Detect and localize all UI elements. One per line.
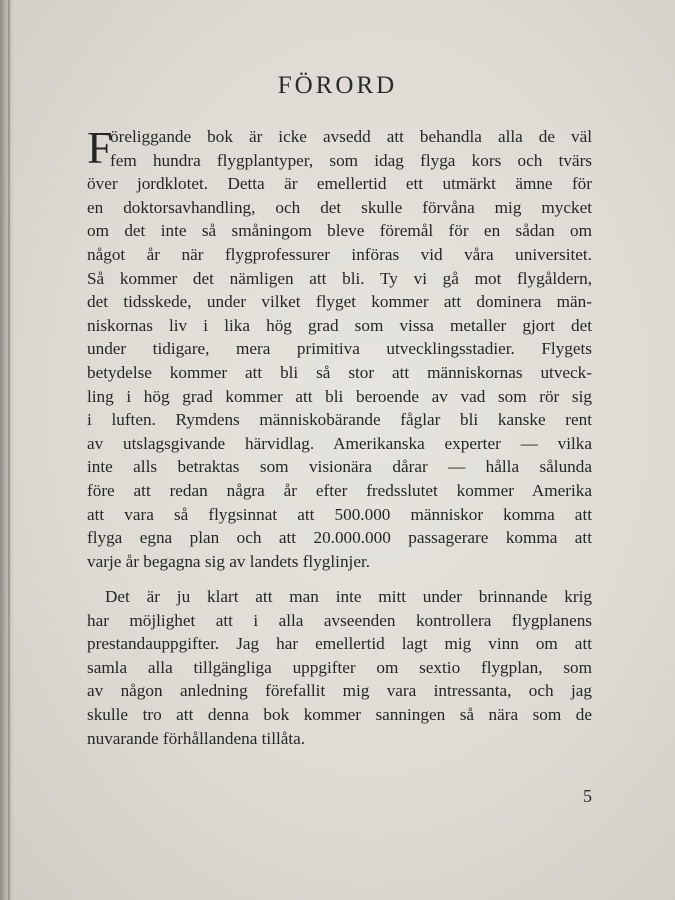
paragraph-2 bbox=[87, 585, 592, 750]
text-line: av utslagsgivande härvidlag. Amerikanska experter — vilka bbox=[87, 433, 592, 453]
text-line: Så kommer det nämligen att bli. Ty vi gå mot flygåldern, bbox=[87, 268, 592, 288]
text-line: nuvarande förhållandena tillåta. bbox=[87, 728, 306, 748]
text-line: flyga egna plan och att 20.000.000 passagerare komma att bbox=[87, 528, 592, 548]
text-line: om det inte så småningom bleve föremål för en sådan om bbox=[87, 221, 592, 241]
text-line: före att redan några år efter fredsslutet kommer Amerika bbox=[87, 480, 592, 500]
text-line: har möjlighet att i alla avseenden kontrollera flygplanens bbox=[87, 610, 592, 630]
text-line: betydelse kommer att bli så stor att människornas utveck- bbox=[87, 362, 592, 382]
text-line: något år när flygprofessurer införas vid våra universitet. bbox=[87, 244, 592, 264]
text-line: prestandauppgifter. Jag har emellertid lagt mig vinn om att bbox=[87, 634, 592, 654]
text-line: av någon anledning förefallit mig vara intressanta, och jag bbox=[87, 681, 592, 701]
text-line: en doktorsavhandling, och det skulle förvåna mig mycket bbox=[87, 197, 592, 217]
text-line: det tidsskede, under vilket flyget kommer att dominera män- bbox=[87, 292, 592, 312]
text-line: inte alls betraktas som visionära dårar — hålla sålunda bbox=[87, 457, 592, 477]
text-line: under tidigare, mera primitiva utvecklingsstadier. Flygets bbox=[87, 339, 592, 359]
text-line: i luften. Rymdens människobärande fåglar bli kanske rent bbox=[87, 410, 592, 430]
book-spine-edge bbox=[8, 0, 10, 900]
text-line: ling i hög grad kommer att bli beroende av vad som rör sig bbox=[87, 386, 592, 406]
text-line: över jordklotet. Detta är emellertid ett utmärkt ämne för bbox=[87, 174, 592, 194]
page-number: 5 bbox=[583, 786, 592, 806]
paragraph-1 bbox=[87, 122, 592, 573]
drop-cap-letter: F bbox=[87, 122, 113, 173]
text-line: att vara så flygsinnat att 500.000 människor komma att bbox=[87, 504, 592, 524]
text-line: öreliggande bok är icke avsedd att behandla alla de väl bbox=[110, 127, 592, 146]
text-line: niskornas liv i lika hög grad som vissa metaller gjort det bbox=[87, 315, 592, 335]
text-line: varje år begagna sig av landets flyglinjer. bbox=[87, 551, 371, 571]
page-title: FÖRORD bbox=[277, 72, 398, 99]
text-line: fem hundra flygplantyper, som idag flyga kors och tvärs bbox=[110, 150, 592, 170]
text-line: skulle tro att denna bok kommer sanningen så nära som de bbox=[87, 704, 592, 724]
book-spine-shadow bbox=[0, 0, 14, 900]
text-line: Det är ju klart att man inte mitt under brinnande krig bbox=[105, 587, 592, 606]
text-line: samla alla tillgängliga uppgifter om sextio flygplan, som bbox=[87, 657, 592, 677]
